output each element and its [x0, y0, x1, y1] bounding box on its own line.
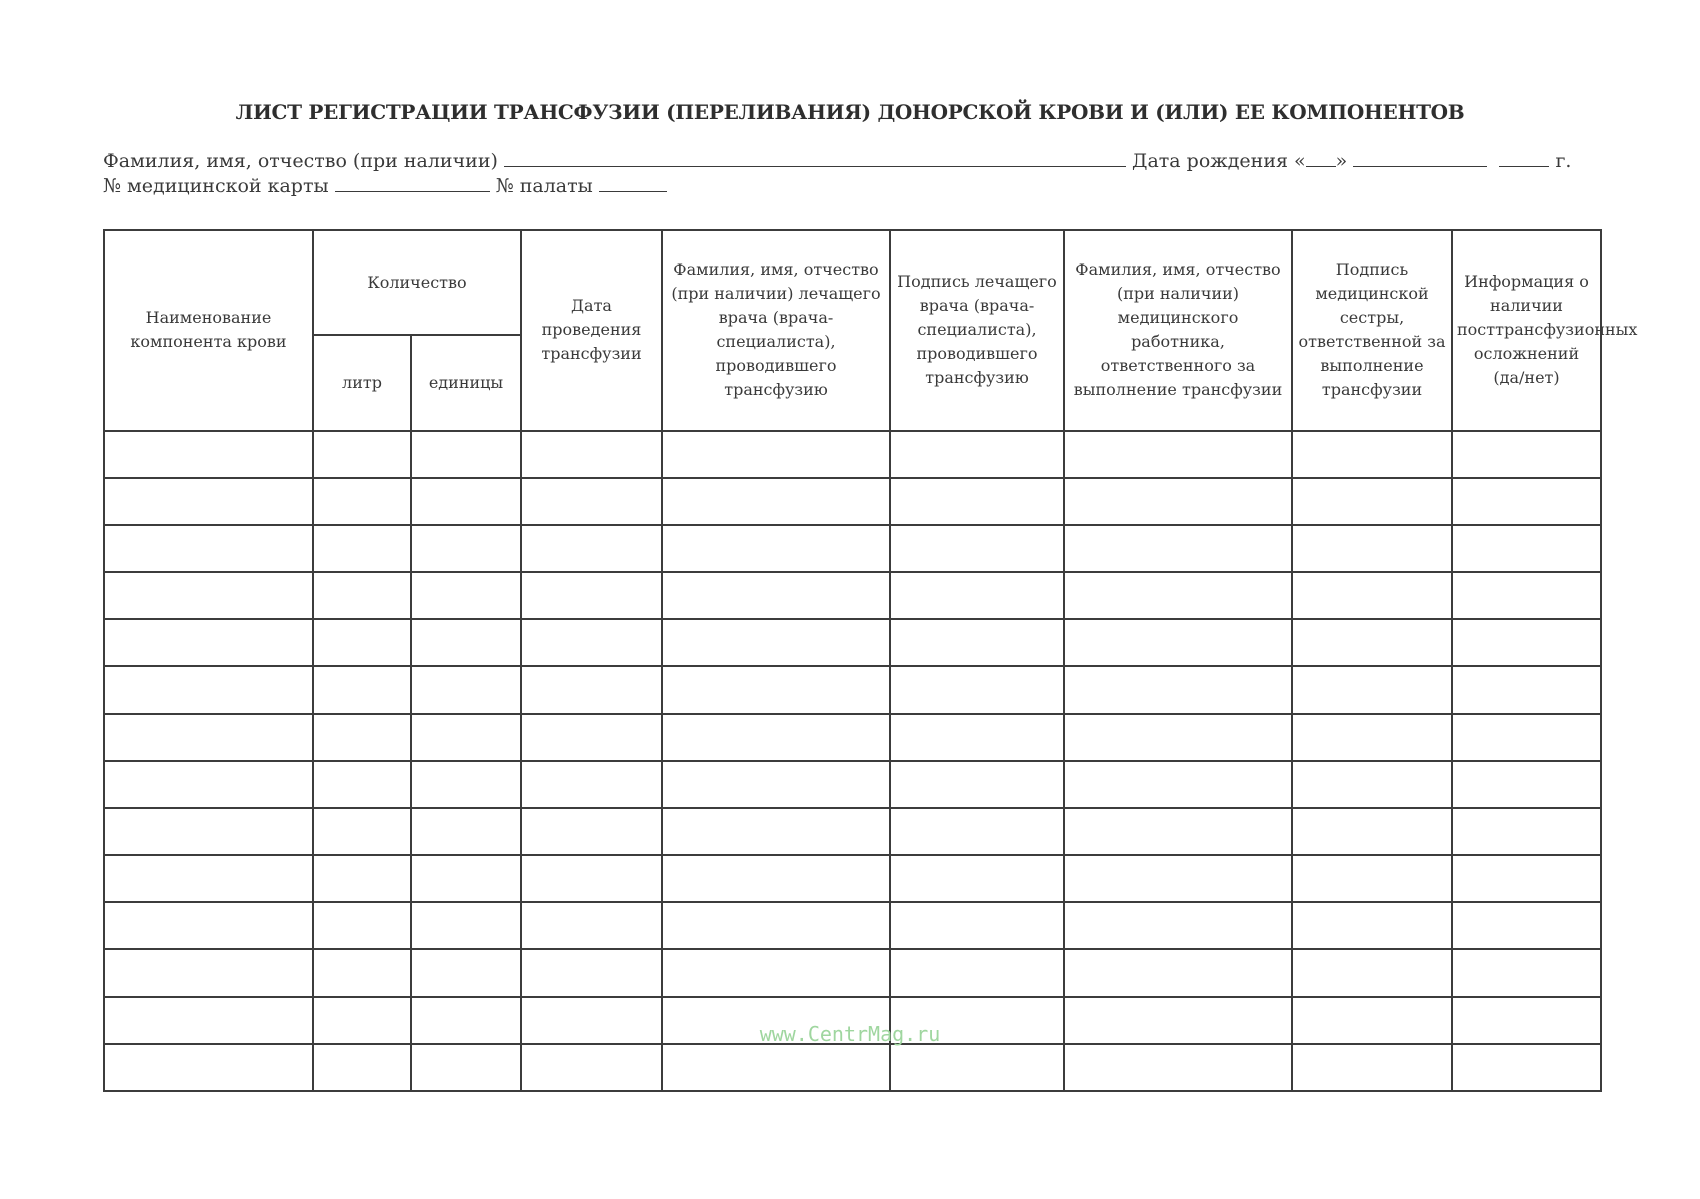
- table-cell[interactable]: [104, 619, 313, 666]
- table-cell[interactable]: [662, 666, 890, 713]
- table-row: [104, 619, 1601, 666]
- table-cell[interactable]: [521, 431, 662, 478]
- table-cell[interactable]: [104, 949, 313, 996]
- table-cell[interactable]: [313, 666, 411, 713]
- table-cell[interactable]: [1064, 666, 1292, 713]
- table-body: [104, 431, 1601, 1091]
- table-cell[interactable]: [1452, 855, 1601, 902]
- header-quantity: Количество: [313, 230, 521, 335]
- table-row: [104, 949, 1601, 996]
- table-cell[interactable]: [1292, 666, 1452, 713]
- header-units: единицы: [411, 335, 521, 430]
- table-row: [104, 666, 1601, 713]
- table-cell[interactable]: [662, 761, 890, 808]
- full-name-field[interactable]: [504, 150, 1126, 167]
- table-cell[interactable]: [521, 619, 662, 666]
- full-name-label: Фамилия, имя, отчество (при наличии): [103, 150, 498, 172]
- card-label: № медицинской карты: [103, 175, 329, 197]
- table-cell[interactable]: [1064, 619, 1292, 666]
- ward-number-field[interactable]: [599, 175, 667, 192]
- table-cell[interactable]: [1064, 855, 1292, 902]
- table-cell[interactable]: [1064, 808, 1292, 855]
- table-cell[interactable]: [1292, 431, 1452, 478]
- table-cell[interactable]: [890, 761, 1064, 808]
- table-cell[interactable]: [1452, 902, 1601, 949]
- table-cell[interactable]: [1292, 525, 1452, 572]
- table-cell[interactable]: [104, 572, 313, 619]
- table-cell[interactable]: [1452, 949, 1601, 996]
- table-cell[interactable]: [890, 431, 1064, 478]
- table-cell[interactable]: [411, 572, 521, 619]
- table-cell[interactable]: [662, 431, 890, 478]
- table-cell[interactable]: [662, 855, 890, 902]
- table-row: [104, 1044, 1601, 1091]
- table-cell[interactable]: [1452, 666, 1601, 713]
- table-cell[interactable]: [313, 949, 411, 996]
- card-ward-line: [103, 175, 667, 197]
- table-cell[interactable]: [411, 1044, 521, 1091]
- table-cell[interactable]: [521, 1044, 662, 1091]
- table-cell[interactable]: [521, 572, 662, 619]
- registration-table: [103, 229, 1638, 1092]
- table-cell[interactable]: [890, 855, 1064, 902]
- table-cell[interactable]: [1452, 572, 1601, 619]
- table-cell[interactable]: [313, 431, 411, 478]
- table-row: [104, 855, 1601, 902]
- table-row: [104, 525, 1601, 572]
- table-cell[interactable]: [104, 1044, 313, 1091]
- table-cell[interactable]: [890, 1044, 1064, 1091]
- table-cell[interactable]: [662, 572, 890, 619]
- table-cell[interactable]: [1452, 525, 1601, 572]
- table-cell[interactable]: [1292, 1044, 1452, 1091]
- table-cell[interactable]: [662, 902, 890, 949]
- table-row: [104, 902, 1601, 949]
- table-cell[interactable]: [313, 572, 411, 619]
- table-cell[interactable]: [411, 714, 521, 761]
- table-cell[interactable]: [1064, 761, 1292, 808]
- header-liters: литр: [313, 335, 411, 430]
- table-cell[interactable]: [411, 525, 521, 572]
- table-cell[interactable]: [411, 808, 521, 855]
- table-cell[interactable]: [890, 808, 1064, 855]
- table-cell[interactable]: [521, 478, 662, 525]
- table-row: [104, 572, 1601, 619]
- table-cell[interactable]: [313, 902, 411, 949]
- table-cell[interactable]: [662, 714, 890, 761]
- table-cell[interactable]: [521, 666, 662, 713]
- table-cell[interactable]: [1064, 949, 1292, 996]
- table-cell[interactable]: [104, 808, 313, 855]
- table-cell[interactable]: [890, 714, 1064, 761]
- header-component-name: Наименование компонента крови: [104, 230, 313, 431]
- table-cell[interactable]: [104, 525, 313, 572]
- patient-name-line: [103, 150, 1571, 172]
- table-cell[interactable]: [1064, 478, 1292, 525]
- header-medic-name: Фамилия, имя, отчество (при наличии) медицинского работника, ответственного за выполнение трансфузии: [1064, 230, 1292, 431]
- birth-year-field[interactable]: [1499, 150, 1549, 167]
- table-cell[interactable]: [411, 761, 521, 808]
- watermark: www.CentrMag.ru: [759, 1022, 941, 1046]
- table-cell[interactable]: [1452, 761, 1601, 808]
- header-doctor-name: Фамилия, имя, отчество (при наличии) лечащего врача (врача-специалиста), проводившего трансфузию: [662, 230, 890, 431]
- table-cell[interactable]: [890, 902, 1064, 949]
- table-cell[interactable]: [411, 666, 521, 713]
- header-complications: Информация о наличии посттрансфузионных осложнений (да/нет): [1452, 230, 1601, 431]
- table-cell[interactable]: [313, 714, 411, 761]
- table-cell[interactable]: [1292, 949, 1452, 996]
- table-cell[interactable]: [104, 666, 313, 713]
- table-row: [104, 714, 1601, 761]
- table-cell[interactable]: [313, 761, 411, 808]
- table-cell[interactable]: [521, 949, 662, 996]
- table-cell[interactable]: [1452, 808, 1601, 855]
- table-cell[interactable]: [411, 855, 521, 902]
- table-cell[interactable]: [521, 855, 662, 902]
- table-cell[interactable]: [313, 619, 411, 666]
- table-cell[interactable]: [662, 949, 890, 996]
- table-cell[interactable]: [662, 808, 890, 855]
- table-cell[interactable]: [1452, 619, 1601, 666]
- table-cell[interactable]: [521, 902, 662, 949]
- table-cell[interactable]: [662, 478, 890, 525]
- header-date: Дата проведения трансфузии: [521, 230, 662, 431]
- table-cell[interactable]: [1452, 714, 1601, 761]
- table-cell[interactable]: [521, 761, 662, 808]
- table-cell[interactable]: [1064, 525, 1292, 572]
- year-suffix: г.: [1555, 150, 1572, 172]
- table-cell[interactable]: [890, 949, 1064, 996]
- table-cell[interactable]: [890, 572, 1064, 619]
- table-cell[interactable]: [1064, 1044, 1292, 1091]
- table-row: [104, 478, 1601, 525]
- table-cell[interactable]: [411, 902, 521, 949]
- table-cell[interactable]: [1064, 714, 1292, 761]
- table-cell[interactable]: [1452, 478, 1601, 525]
- table-cell[interactable]: [1292, 855, 1452, 902]
- table-cell[interactable]: [1292, 619, 1452, 666]
- table-cell[interactable]: [521, 808, 662, 855]
- table-cell[interactable]: [104, 855, 313, 902]
- table-cell[interactable]: [411, 478, 521, 525]
- table-row: [104, 431, 1601, 478]
- table-cell[interactable]: [1292, 714, 1452, 761]
- table-cell[interactable]: [104, 714, 313, 761]
- table-cell[interactable]: [104, 902, 313, 949]
- birth-month-field[interactable]: [1353, 150, 1487, 167]
- document-title: ЛИСТ РЕГИСТРАЦИИ ТРАНСФУЗИИ (ПЕРЕЛИВАНИЯ) ДОНОРСКОЙ КРОВИ И (ИЛИ) ЕЕ КОМПОНЕНТОВ: [235, 100, 1465, 124]
- table-cell[interactable]: [521, 525, 662, 572]
- birth-day-field[interactable]: [1306, 150, 1336, 167]
- table-cell[interactable]: [411, 619, 521, 666]
- table-cell[interactable]: [313, 855, 411, 902]
- table-cell[interactable]: [1452, 1044, 1601, 1091]
- table-cell[interactable]: [521, 714, 662, 761]
- ward-label: № палаты: [495, 175, 593, 197]
- table-cell[interactable]: [662, 1044, 890, 1091]
- table-row: [104, 761, 1601, 808]
- table-cell[interactable]: [1292, 808, 1452, 855]
- table-cell[interactable]: [313, 1044, 411, 1091]
- table-cell[interactable]: [890, 478, 1064, 525]
- table-cell[interactable]: [1292, 761, 1452, 808]
- table-cell[interactable]: [104, 478, 313, 525]
- table-cell[interactable]: [104, 431, 313, 478]
- table-cell[interactable]: [1064, 431, 1292, 478]
- header-nurse-signature: Подпись медицинской сестры, ответственной за выполнение трансфузии: [1292, 230, 1452, 431]
- table-cell[interactable]: [1452, 431, 1601, 478]
- table-cell[interactable]: [313, 808, 411, 855]
- table-cell[interactable]: [411, 431, 521, 478]
- table-cell[interactable]: [1292, 572, 1452, 619]
- table-row: [104, 808, 1601, 855]
- table-cell[interactable]: [1064, 572, 1292, 619]
- table-cell[interactable]: [1292, 902, 1452, 949]
- table-cell[interactable]: [662, 525, 890, 572]
- table-cell[interactable]: [890, 619, 1064, 666]
- table-cell[interactable]: [1064, 902, 1292, 949]
- table-cell[interactable]: [662, 619, 890, 666]
- table-cell[interactable]: [890, 666, 1064, 713]
- header-doctor-signature: Подпись лечащего врача (врача-специалиста), проводившего трансфузию: [890, 230, 1064, 431]
- table-cell[interactable]: [313, 478, 411, 525]
- table-cell[interactable]: [411, 949, 521, 996]
- card-number-field[interactable]: [335, 175, 490, 192]
- table-cell[interactable]: [313, 525, 411, 572]
- table-cell[interactable]: [104, 761, 313, 808]
- birth-date-close: »: [1335, 150, 1348, 172]
- table-cell[interactable]: [1292, 478, 1452, 525]
- birth-date-label: Дата рождения «: [1132, 150, 1306, 172]
- table-cell[interactable]: [890, 525, 1064, 572]
